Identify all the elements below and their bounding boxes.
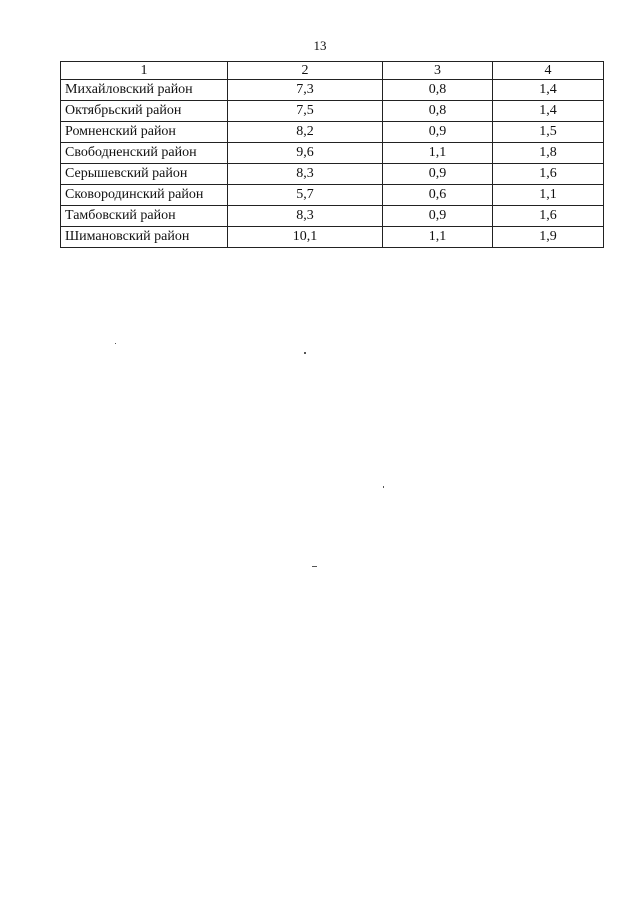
value-col-2: 8,2: [228, 122, 383, 143]
page-number: 13: [313, 38, 327, 53]
value-col-3: 0,9: [383, 122, 493, 143]
table-body: [61, 80, 604, 248]
table-row: [61, 164, 604, 185]
scan-speck: [115, 343, 116, 344]
value-col-2: 7,5: [228, 101, 383, 122]
scan-speck: [383, 486, 384, 488]
header-cell-4: 4: [493, 62, 604, 80]
value-col-4: 1,9: [493, 227, 604, 248]
district-name: Ромненский район: [61, 122, 228, 143]
header-cell-1: 1: [61, 62, 228, 80]
district-name: Свободненский район: [61, 143, 228, 164]
header-cell-2: 2: [228, 62, 383, 80]
value-col-3: 1,1: [383, 227, 493, 248]
table-row: [61, 122, 604, 143]
district-name: Тамбовский район: [61, 206, 228, 227]
value-col-4: 1,6: [493, 164, 604, 185]
district-name: Сковородинский район: [61, 185, 228, 206]
header-row: [61, 62, 604, 80]
district-name: Шимановский район: [61, 227, 228, 248]
table-row: [61, 227, 604, 248]
table-row: [61, 101, 604, 122]
value-col-4: 1,4: [493, 101, 604, 122]
value-col-2: 5,7: [228, 185, 383, 206]
value-col-3: 0,8: [383, 80, 493, 101]
value-col-2: 10,1: [228, 227, 383, 248]
value-col-3: 0,9: [383, 206, 493, 227]
value-col-2: 8,3: [228, 164, 383, 185]
value-col-4: 1,8: [493, 143, 604, 164]
value-col-2: 9,6: [228, 143, 383, 164]
district-name: Серышевский район: [61, 164, 228, 185]
district-name: Октябрьский район: [61, 101, 228, 122]
data-table: [60, 61, 604, 248]
value-col-3: 1,1: [383, 143, 493, 164]
value-col-3: 0,6: [383, 185, 493, 206]
value-col-4: 1,4: [493, 80, 604, 101]
district-name: Михайловский район: [61, 80, 228, 101]
value-col-3: 0,9: [383, 164, 493, 185]
scan-speck: [304, 352, 306, 354]
value-col-2: 8,3: [228, 206, 383, 227]
value-col-4: 1,1: [493, 185, 604, 206]
header-cell-3: 3: [383, 62, 493, 80]
value-col-4: 1,5: [493, 122, 604, 143]
value-col-3: 0,8: [383, 101, 493, 122]
table-row: [61, 80, 604, 101]
value-col-2: 7,3: [228, 80, 383, 101]
value-col-4: 1,6: [493, 206, 604, 227]
table-row: [61, 206, 604, 227]
table-row: [61, 143, 604, 164]
scan-speck: [312, 566, 317, 567]
table-row: [61, 185, 604, 206]
table-header: [61, 62, 604, 80]
